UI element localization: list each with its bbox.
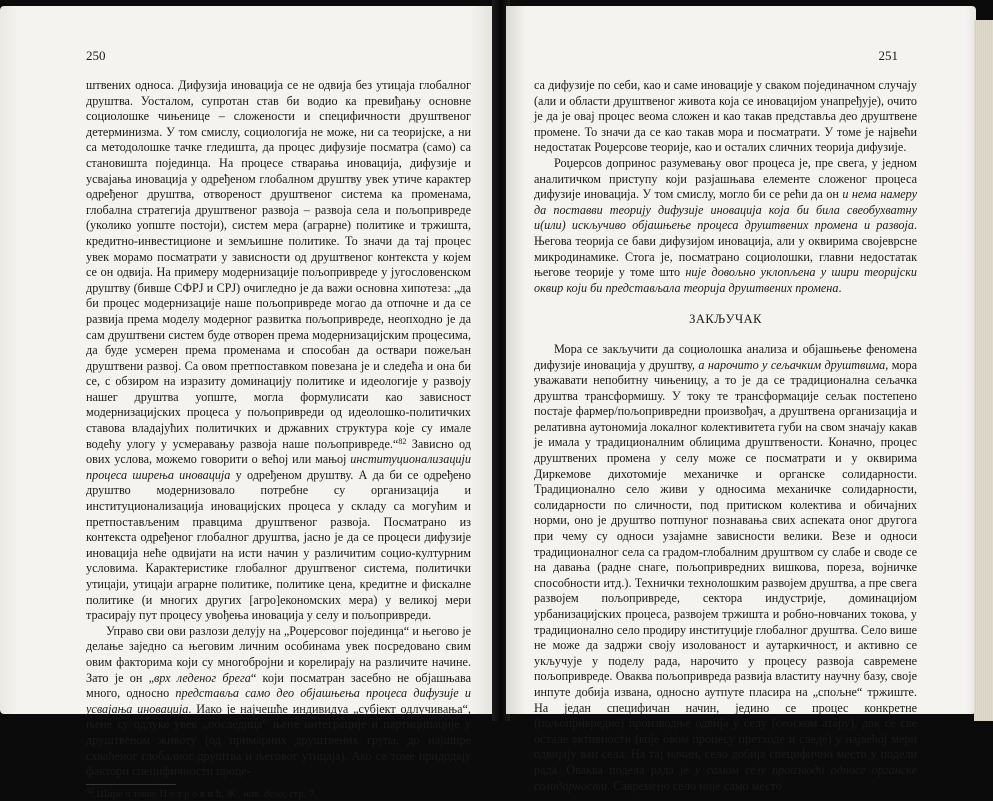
right-page xyxy=(506,6,976,793)
italic-run: а нарочито у сељачким друштвима xyxy=(698,357,886,372)
text-run: Зависно од ових услова, можемо говорити о већој или мањој xyxy=(86,436,471,467)
text-run: , мора уважавати непобитну чињеницу, а то је да се традиционална сељачка друштва трансформишу. У току те трансформације сељак постепено постаје фармер/пољопривредни произвођач, а друштвена организација и релативна аутономија локалног колективитета губи на свом значају какав је имала у традиционалним облицима друштвености. Коначно, процес друштвених промена у селу може се посматрати и у оквирима Диркемове дихотомије механичке и органске солидарности. Традиционално село живи у односима механичке солидарности, солидарности по сличности, под притиском колектива и обичајних норми, оно је друштво потпуног познавања свих аспеката оног другога при чему су односи узајамне зависности велики. Везе и односи традиционалног села са градом-глобалним друштвом су слабе и своде се на давања (радне снаге, пољопривредних вишкова, пореза, војничке способности итд.). Технички технолошким развојем друштва, а пре свега развојем пољопривреде, сектора индустрије, доминацијом урбанизацијских процеса, развојем тржишта и робно-новчаних токова, у традиционално село продиру институције глобалног друштва. Село више не може да задржи своју изолованост и аутаркичност, и активно се укључује у поделу рада, нарочито у процесу развоја савремене пољопривреде. Оваква пољопривреда развија властиту научну базу, своје инпуте добија извана, односно аутпуте пласира на „спољне“ тржиште. На један специфичан начин, једино се процес конкретне (пољопривредне) производње одвија у селу (сеоском атару), док се све остале активности (које овом процесу претходе и следе) у највећој мери одвијају ван села. На тај начин, село добија специфично место у подели рада. Оваква подела рада је xyxy=(534,357,918,777)
text-run: штвених односа. Дифузија иновација се не одвија без утицаја глобалног друштва. Уосталом, супротан став би водио ка превиђању основне социолошке чињенице – сложености и специфичности друштвеног детерминизма. У том смислу, социологија не може, ни са теоријске, а ни са методолошке тачке гледишта, да процес дифузије посматра (само) са становишта појединца. На процесе стварања иновација, дифузије и усвајања иновација у одређеном глобалном друштву увек утиче карактер одређеног друштва, отвореност друштвеног система ка променама, глобална стратегија друштвеног развоја – развоја села и пољопривреде (уколико уопште постоји), систем мера (аграрне) политике и тржишта, кредитно-инвестиционе и земљишне политике. То значи да тај процес увек морамо посматрати у зависности од друштвеног контекста у којем се он одвија. На примеру модернизације пољопривреде у југословенском друштву (бивше СФРЈ и СРЈ) очигледно је да важи основна хипотеза: „да би процес модернизације наше пољопривреде могао да отпочне и да се развија према моделу модерног развитка пољопривреде, неопходно је да сам друштвени систем буде отворен према модернизацијским процесима, да буде усмерен према променама и способан да оствари пожељан друштвени развој. Са овом претпоставком повезана је и следећа и она би се, с обзиром на изразиту доминацију политике и идеологије у развоју нашег друштва уопште, могла формулисати као зависност модернизацијских процеса у пољопривреди од идеолошко-политичких ставова владајућих политичких и државних структура које су имале водећу улогу у усмеравању развоја наше пољопривреде.“ xyxy=(86,78,471,451)
footnote-ref: 82 xyxy=(398,436,407,446)
italic-run: институционализацији процеса ширења иновација xyxy=(86,452,471,482)
page-body xyxy=(86,78,471,801)
text-run: Роџерсов допринос разумевању овог процеса је, пре свега, у једном аналитичком приступу који разјашњава елементе сложеног процеса дифузије иновација. У том смислу, могло би се рећи да он xyxy=(534,155,917,202)
paragraph xyxy=(534,156,917,296)
paragraph xyxy=(534,342,917,794)
footnote-divider xyxy=(86,784,176,785)
paragraph xyxy=(86,624,471,780)
text-run: Управо сви ови разлози делују на „Роџерсовог појединца“ и његово је делање заједно са његовим личним особинама увек посредовано свим овим факторима који су многобројни и корелирају на различите начине. Зато је он „ xyxy=(86,623,471,685)
italic-run: врх леденог брега xyxy=(154,670,251,685)
italic-run: није довољно уклопљена у шири теоријски оквир који би представљала теорија друштвених промена xyxy=(534,265,917,295)
text-run: Шире о томе: П е т р о в и ћ, Ж., xyxy=(94,788,244,800)
italic-run: и нема намеру да поставви теорију дифузије иновација која би била свеобухватну и(или) искључиво објашњење процеса друштвених промена и развоја xyxy=(534,187,917,233)
text-run: . xyxy=(838,280,842,295)
paragraph xyxy=(86,78,471,624)
left-page xyxy=(0,6,496,800)
section-heading: ЗАКЉУЧАК xyxy=(689,312,762,327)
text-run: . Иако је најчешће индивидуа „субјект одлучивања“, њене су одлуке увек „последица“ њене интеграције и партиципације у друштвеном животу (од примарних друштвених група, до најшире схваћеног глобалног друштва и његовог утицаја). Ако се томе придодају фактори специфичности проце- xyxy=(86,701,471,779)
text-run: . Његова теорија се бави дифузијом иновација, али у оквирима својеврсне микродинамике. Стога је, посматрано социолошки, главни недостатак његове теорије у томе што xyxy=(534,218,917,280)
italic-run: представља само део објашњења процеса дифузије и усвајања иновација xyxy=(86,686,471,716)
page-edges xyxy=(974,20,993,721)
italic-run: у самом селу производи односе органске солидарности xyxy=(534,762,917,793)
text-run: . Савремено село није само место xyxy=(607,778,782,793)
paragraph: са дифузије по себи, као и саме иновације у сваком појединачном случају (али и области друштвеног живота која се иновацијом унапређује), очито је да је овај процес веома сложен и као такав представља део друштвене промене. То значи да се као такав мора и посматрати. У томе је највећи недостатак Роџерсове теорије, као и осталих сличних теорија дифузије. xyxy=(534,78,917,155)
text-run: Мора се закључити да социолошка анализа и објашњење феномена дифузије иновација у друштву, xyxy=(534,341,917,372)
text-run: у одређеном друштву. А да би се одређено друштво модернизовало потребне су организација и институционализација иновацијских процеса у складу са могућим и претпостављеним правцима друштвеног развоја. Посматрано из контекста одређеног глобалног друштва, јасно је да се процеси дифузије иновација неће одвијати на исти начин у различитим социо-културним условима. Карактеристике глобалног друштвеног система, политички утицаји, утицаји аграрне политике, политике цена, кредитне и фискалне политике (и многих других [агро]економских мера) у великој мери трасирају пут процесу увођења иновација у селу и пољопривреди. xyxy=(86,467,471,623)
footnote-number: 82 xyxy=(86,785,94,795)
page-number: 251 xyxy=(878,48,898,63)
page-body xyxy=(534,78,917,794)
italic-run: нав. дело xyxy=(243,788,284,800)
footnote xyxy=(86,785,471,801)
page-number: 250 xyxy=(86,48,106,63)
text-run: “ који посматран засебно не објашњава много, односно xyxy=(86,670,472,701)
text-run: , стр. 7. xyxy=(283,788,317,800)
